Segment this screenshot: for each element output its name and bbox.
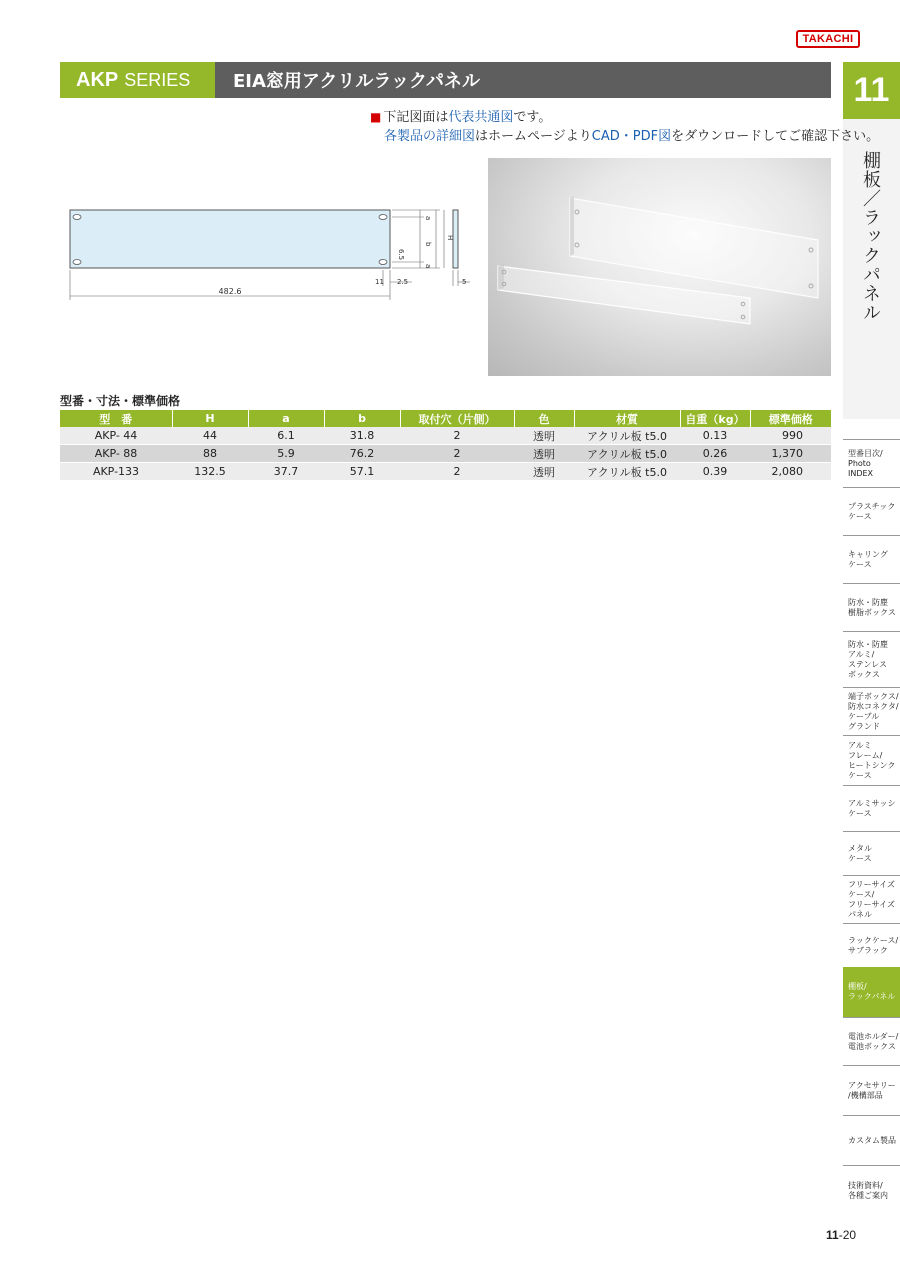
cell-h: 132.5 xyxy=(172,463,248,481)
dim-5-label: 5 xyxy=(462,278,467,286)
cell-color: 透明 xyxy=(514,445,574,463)
series-word: SERIES xyxy=(124,69,191,90)
cell-a: 37.7 xyxy=(248,463,324,481)
col-header: 色 xyxy=(514,410,574,427)
acrylic-panels-illustration xyxy=(488,158,831,376)
cell-b: 76.2 xyxy=(324,445,400,463)
note-link-common-drawing[interactable]: 代表共通図 xyxy=(448,110,514,125)
note-link-cad[interactable]: CAD・PDF図 xyxy=(591,129,672,144)
page-chapter: 11 xyxy=(826,1228,839,1242)
mount-hole xyxy=(379,260,387,265)
note-line-2 xyxy=(370,127,879,146)
sidebar-item-label: アクセサリー /機構部品 xyxy=(848,1080,896,1100)
dim-a-label: a xyxy=(424,216,432,221)
page-number xyxy=(826,1228,856,1242)
note-text: 下記図面は xyxy=(383,110,449,125)
cell-holes: 2 xyxy=(400,427,514,445)
panel-face xyxy=(70,210,390,268)
sidebar-item-label: カスタム製品 xyxy=(848,1135,896,1145)
cell-weight: 0.39 xyxy=(680,463,750,481)
sidebar-item-label: キャリング ケース xyxy=(848,549,888,569)
series-code: AKP xyxy=(76,68,119,91)
sidebar-item-label: 技術資料/ 各種ご案内 xyxy=(848,1180,888,1200)
sidebar-item-label: メタル ケース xyxy=(848,843,872,863)
dim-11-label: 11 xyxy=(375,278,384,286)
cell-model: AKP- 44 xyxy=(60,427,172,445)
table-row xyxy=(60,445,831,463)
takachi-logo: TAKACHI xyxy=(796,30,860,48)
sidebar-item-label: アルミ フレーム/ ヒートシンク ケース xyxy=(848,740,896,780)
series-badge xyxy=(60,62,215,98)
cell-b: 31.8 xyxy=(324,427,400,445)
product-photo xyxy=(488,158,831,376)
sidebar-item-label: 電池ホルダー/ 電池ボックス xyxy=(848,1031,899,1051)
mount-hole xyxy=(379,215,387,220)
col-header: 取付穴（片側） xyxy=(400,410,514,427)
sidebar-item-label: 防水・防塵 アルミ/ ステンレス ボックス xyxy=(848,639,888,679)
page-title: EIA窓用アクリルラックパネル xyxy=(215,62,831,98)
spec-table xyxy=(60,410,831,481)
dim-a2-label: a xyxy=(424,264,432,269)
cell-color: 透明 xyxy=(514,463,574,481)
sidebar-item[interactable] xyxy=(843,875,900,923)
cell-price: 2,080 xyxy=(750,463,831,481)
col-header: b xyxy=(324,410,400,427)
sidebar-item-label: 棚板/ ラックパネル xyxy=(848,982,896,1001)
note-text: です。 xyxy=(513,110,552,125)
col-header: 標準価格 xyxy=(750,410,831,427)
page-num: 20 xyxy=(842,1228,857,1242)
cell-holes: 2 xyxy=(400,463,514,481)
sidebar-item-label: アルミサッシ ケース xyxy=(848,798,896,818)
sidebar-item[interactable] xyxy=(843,1017,900,1065)
col-header: H xyxy=(172,410,248,427)
cell-price: 990 xyxy=(750,427,831,445)
table-row xyxy=(60,427,831,445)
sidebar-item[interactable] xyxy=(843,535,900,583)
sidebar-item[interactable] xyxy=(843,831,900,875)
sidebar-item[interactable] xyxy=(843,687,900,735)
table-row xyxy=(60,463,831,481)
cell-h: 44 xyxy=(172,427,248,445)
cell-model: AKP-133 xyxy=(60,463,172,481)
cell-model: AKP- 88 xyxy=(60,445,172,463)
mount-hole xyxy=(73,215,81,220)
sidebar-item-label: 防水・防塵 樹脂ボックス xyxy=(848,597,896,617)
cell-material: アクリル板 t5.0 xyxy=(574,463,680,481)
cell-h: 88 xyxy=(172,445,248,463)
table-header-row xyxy=(60,410,831,427)
cell-b: 57.1 xyxy=(324,463,400,481)
chapter-title-panel xyxy=(843,119,900,419)
note-link-detail[interactable]: 各製品の詳細図 xyxy=(384,129,476,144)
cell-a: 6.1 xyxy=(248,427,324,445)
sidebar-item-label: プラスチック ケース xyxy=(848,501,896,521)
sidebar-item[interactable] xyxy=(843,967,900,1017)
page-sep: - xyxy=(838,1228,843,1242)
sidebar-item-label: フリーサイズ ケース/ フリーサイズ パネル xyxy=(848,879,896,919)
col-header: 材質 xyxy=(574,410,680,427)
sidebar-item[interactable] xyxy=(843,439,900,487)
col-header: 型 番 xyxy=(60,410,172,427)
cell-price: 1,370 xyxy=(750,445,831,463)
chapter-title: 棚板／ラックパネル xyxy=(860,151,881,322)
cell-a: 5.9 xyxy=(248,445,324,463)
sidebar-item[interactable] xyxy=(843,583,900,631)
dim-H-label: H xyxy=(446,235,454,241)
cell-material: アクリル板 t5.0 xyxy=(574,445,680,463)
cell-weight: 0.13 xyxy=(680,427,750,445)
dim-65-label: 6.5 xyxy=(397,249,405,261)
sidebar-item[interactable] xyxy=(843,1065,900,1115)
dim-b-label: b xyxy=(424,242,432,247)
sidebar-item[interactable] xyxy=(843,487,900,535)
sidebar-item-label: 端子ボックス/ 防水コネクタ/ ケーブル グランド xyxy=(848,691,899,731)
dim-25-label: 2.5 xyxy=(397,278,409,286)
sidebar-item[interactable] xyxy=(843,923,900,967)
table-title: 型番・寸法・標準価格 xyxy=(60,394,181,408)
cell-weight: 0.26 xyxy=(680,445,750,463)
note-text: をダウンロードしてご確認下さい。 xyxy=(671,129,880,144)
col-header: a xyxy=(248,410,324,427)
note-line-1 xyxy=(370,108,879,127)
sidebar-item[interactable] xyxy=(843,1165,900,1215)
panel-drawing xyxy=(60,190,480,310)
col-header: 自重（kg） xyxy=(680,410,750,427)
note-text: はホームページより xyxy=(475,129,592,144)
cell-material: アクリル板 t5.0 xyxy=(574,427,680,445)
chapter-number: 11 xyxy=(843,62,900,119)
sidebar-item-label: 型番目次/ Photo INDEX xyxy=(848,448,883,478)
sidebar-item[interactable] xyxy=(843,785,900,831)
mount-hole xyxy=(73,260,81,265)
cell-color: 透明 xyxy=(514,427,574,445)
cell-holes: 2 xyxy=(400,445,514,463)
dim-width-label: 482.6 xyxy=(218,287,242,296)
sidebar-item[interactable] xyxy=(843,1115,900,1165)
red-square-icon: ■ xyxy=(370,110,382,124)
sidebar-item[interactable] xyxy=(843,631,900,687)
sidebar-item[interactable] xyxy=(843,735,900,785)
notes xyxy=(370,108,879,146)
sidebar-item-label: ラックケース/ サブラック xyxy=(848,935,899,955)
